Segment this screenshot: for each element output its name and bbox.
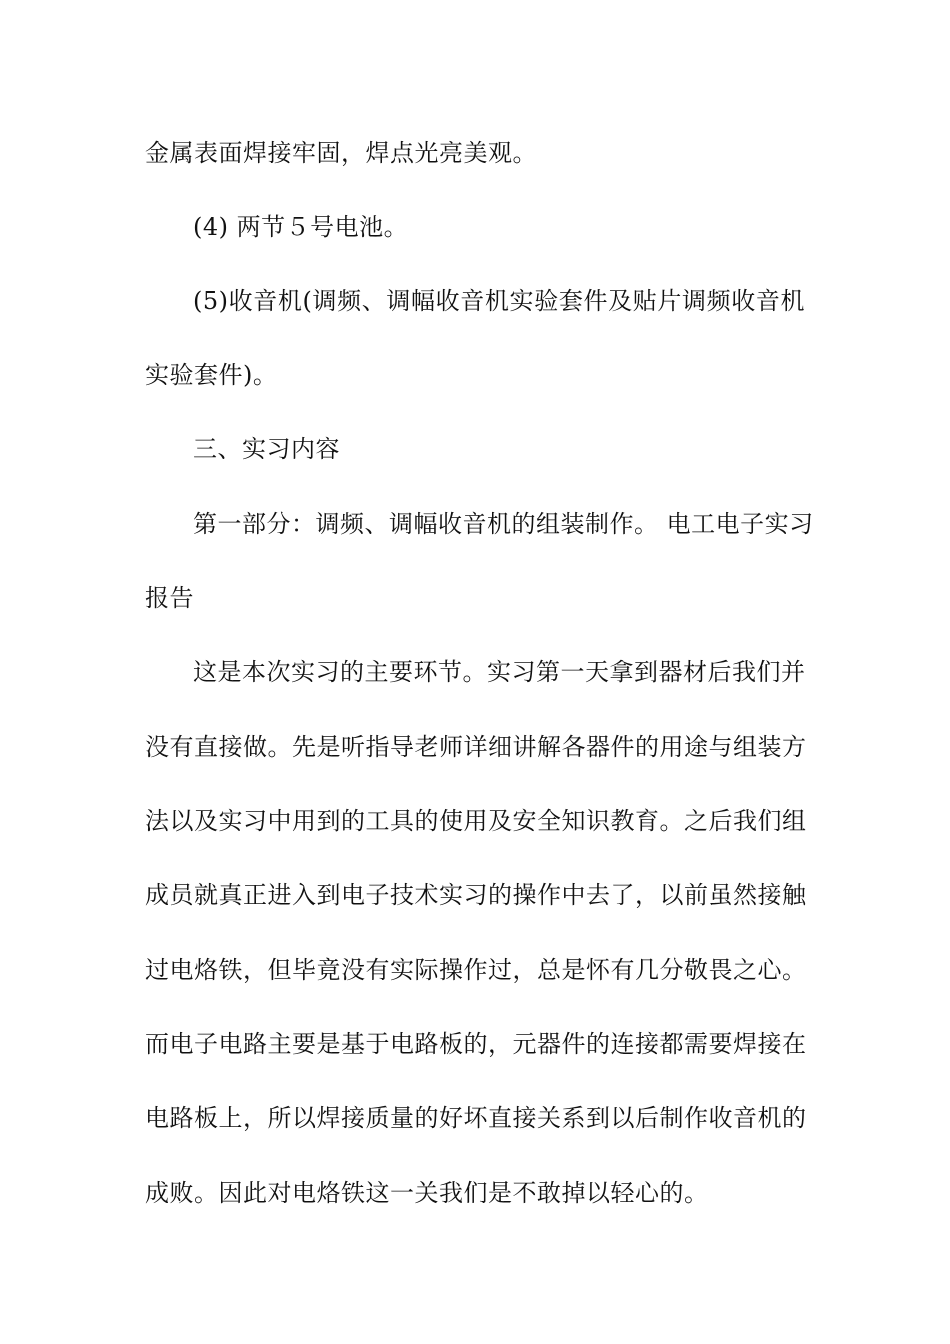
text-line-7: 报告 bbox=[145, 584, 194, 612]
text-line-12: 过电烙铁，但毕竟没有实际操作过，总是怀有几分敬畏之心。 bbox=[145, 956, 807, 984]
text-line-11: 成员就真正进入到电子技术实习的操作中去了，以前虽然接触 bbox=[145, 881, 807, 909]
text-line-4: 实验套件)。 bbox=[145, 361, 278, 389]
text-line-3: (5)收音机(调频、调幅收音机实验套件及贴片调频收音机 bbox=[193, 287, 805, 315]
text-line-1: 金属表面焊接牢固，焊点光亮美观。 bbox=[145, 139, 537, 167]
text-line-9: 没有直接做。先是听指导老师详细讲解各器件的用途与组装方 bbox=[145, 733, 807, 761]
text-line-13: 而电子电路主要是基于电路板的，元器件的连接都需要焊接在 bbox=[145, 1030, 807, 1058]
text-line-15: 成败。因此对电烙铁这一关我们是不敢掉以轻心的。 bbox=[145, 1179, 709, 1207]
text-line-6: 第一部分：调频、调幅收音机的组装制作。 电工电子实习 bbox=[193, 510, 814, 538]
text-line-10: 法以及实习中用到的工具的使用及安全知识教育。之后我们组 bbox=[145, 807, 807, 835]
text-line-8: 这是本次实习的主要环节。实习第一天拿到器材后我们并 bbox=[193, 658, 806, 686]
section-heading: 三、实习内容 bbox=[193, 435, 340, 463]
text-line-14: 电路板上，所以焊接质量的好坏直接关系到以后制作收音机的 bbox=[145, 1104, 807, 1132]
text-line-2: (4) 两节５号电池。 bbox=[193, 213, 409, 241]
